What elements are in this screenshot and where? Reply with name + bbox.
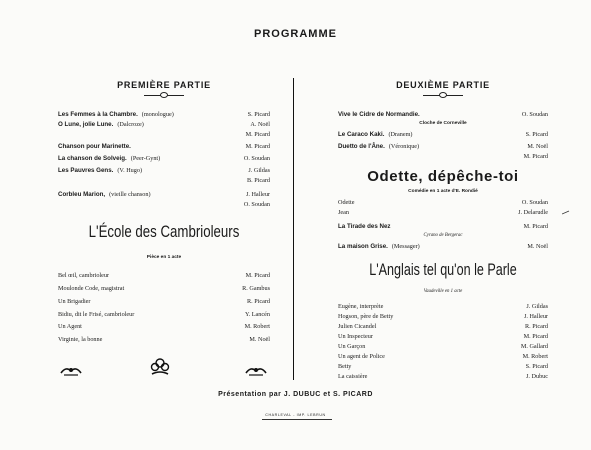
cast-row	[58, 335, 270, 345]
cast-actor: R. Picard	[246, 298, 270, 305]
cast-row	[338, 352, 548, 362]
program-item	[58, 130, 270, 140]
program-item	[58, 166, 270, 176]
item-note: Cyrano de Bergerac	[423, 233, 463, 238]
item-performer: O. Soudan	[521, 111, 548, 118]
item-performer: A. Noël	[250, 121, 270, 128]
ornament-icon	[144, 92, 184, 98]
program-item	[58, 190, 270, 200]
programme-title: PROGRAMME	[254, 28, 337, 40]
printer-credit: CHARLEVAL - IMP. LEBRUN	[265, 413, 326, 417]
cast-actor: M. Robert	[244, 323, 270, 330]
cast-actor: M. Picard	[245, 272, 270, 279]
flower-ornament-icon	[148, 355, 172, 379]
cast-row	[338, 372, 548, 382]
program-item	[338, 142, 548, 152]
cast-row	[338, 312, 548, 322]
item-title: Duetto de l'Âne. (Véronique)	[338, 143, 420, 150]
cast-actor: J. Dubuc	[526, 373, 548, 380]
item-performer: S. Picard	[247, 111, 270, 118]
cast-role: Odette	[338, 199, 355, 206]
cast-role: Bel œil, cambrioleur	[58, 272, 110, 279]
cast-actor: Y. Lancén	[245, 311, 270, 318]
item-title: La Tirade des Nez	[338, 223, 391, 230]
cast-row	[58, 284, 270, 294]
cast-row	[338, 362, 548, 372]
cast-row	[58, 297, 270, 307]
item-title: Chanson pour Marinette.	[58, 143, 131, 150]
play-title: L'Anglais tel qu'on le Parle	[369, 260, 517, 279]
first-part-column	[58, 0, 270, 450]
cast-row	[58, 271, 270, 281]
item-performer: M. Picard	[245, 131, 270, 138]
program-item	[338, 110, 548, 120]
item-title: Les Femmes à la Chambre. (monologue)	[58, 111, 174, 118]
cast-actor: R. Gambus	[242, 285, 270, 292]
cast-row	[58, 322, 270, 332]
cast-row	[338, 302, 548, 312]
second-part-title: DEUXIÈME PARTIE	[396, 80, 490, 90]
cast-role: Jean	[338, 209, 349, 216]
cast-role: Un Agent	[58, 323, 82, 330]
item-title: La maison Grise. (Messager)	[338, 243, 420, 250]
program-item	[58, 200, 270, 210]
cast-row	[338, 342, 548, 352]
item-title: La chanson de Solveig. (Peer-Gynt)	[58, 155, 161, 162]
cast-row	[338, 322, 548, 332]
program-item	[338, 130, 548, 140]
presentation-credit: Présentation par J. DUBUC et S. PICARD	[218, 391, 373, 398]
cast-actor: M. Gallard	[520, 343, 548, 350]
play-title: Odette, dépêche-toi	[367, 168, 519, 185]
item-performer: O. Soudan	[243, 155, 270, 162]
second-part-column	[338, 0, 548, 450]
program-item	[58, 176, 270, 186]
item-performer: S. Picard	[525, 131, 548, 138]
item-title: Corbleu Marion, (vieille chanson)	[58, 191, 151, 198]
cast-row	[338, 208, 548, 218]
program-item	[58, 120, 270, 130]
item-performer: M. Picard	[523, 223, 548, 230]
item-title: O Lune, jolie Lune. (Dalcroze)	[58, 121, 144, 128]
cast-role: Julien Cicandel	[338, 323, 377, 330]
first-part-title: PREMIÈRE PARTIE	[117, 80, 211, 90]
cast-role: Eugène, interprète	[338, 303, 384, 310]
program-item	[58, 154, 270, 164]
program-item	[338, 242, 548, 252]
program-item	[58, 142, 270, 152]
item-performer: M. Picard	[245, 143, 270, 150]
item-note: Cloche de Corneville	[419, 121, 467, 126]
item-performer: O. Soudan	[243, 201, 270, 208]
cast-role: Betty	[338, 363, 352, 370]
cast-row	[338, 332, 548, 342]
column-divider	[293, 78, 294, 380]
item-title: Les Pauvres Gens. (V. Hugo)	[58, 167, 143, 174]
ornament-icon	[423, 92, 463, 98]
program-item	[338, 222, 548, 232]
cast-role: Un Garçon	[338, 343, 366, 350]
cast-role: Hogson, père de Betty	[338, 313, 394, 320]
cast-role: Moulonde Code, magistrat	[58, 285, 125, 292]
cast-actor: O. Soudan	[521, 199, 548, 206]
cast-role: Bidiu, dit le Frisé, cambrioleur	[58, 311, 135, 318]
cast-role: Un agent de Police	[338, 353, 385, 360]
cast-role: La caissière	[338, 373, 368, 380]
cast-actor: M. Noël	[249, 336, 270, 343]
cast-role: Virginie, la bonne	[58, 336, 103, 343]
item-performer: M. Picard	[523, 153, 548, 160]
item-performer: J. Gildas	[248, 167, 270, 174]
cast-row	[58, 310, 270, 320]
cast-actor: J. Delarudle	[518, 209, 548, 216]
cast-role: Un Brigadier	[58, 298, 91, 305]
cast-actor: R. Picard	[524, 323, 548, 330]
pencil-mark-icon	[562, 210, 570, 215]
item-title: Le Caraco Kaki. (Dranem)	[338, 131, 413, 138]
cast-actor: M. Picard	[523, 333, 548, 340]
cast-actor: J. Halleur	[523, 313, 548, 320]
cast-actor: M. Robert	[522, 353, 548, 360]
item-performer: M. Noël	[527, 143, 548, 150]
floral-ornament-icon	[245, 358, 267, 380]
printer-underline	[262, 419, 332, 420]
cast-role: Un Inspecteur	[338, 333, 373, 340]
play-subtitle: Pièce en 1 acte	[146, 255, 182, 260]
item-performer: J. Halleur	[245, 191, 270, 198]
item-performer: M. Noël	[527, 243, 548, 250]
program-item	[58, 110, 270, 120]
play-subtitle: Comédie en 1 acte d'E. Rondié	[408, 189, 478, 194]
cast-actor: J. Gildas	[526, 303, 548, 310]
item-title: Vive le Cidre de Normandie.	[338, 111, 420, 118]
floral-ornament-icon	[60, 358, 82, 380]
cast-row	[338, 198, 548, 208]
play-title: L'École des Cambrioleurs	[88, 222, 240, 241]
program-item	[338, 152, 548, 162]
cast-actor: S. Picard	[525, 363, 548, 370]
item-performer: B. Picard	[246, 177, 270, 184]
play-subtitle: Vaudeville en 1 acte	[423, 289, 463, 294]
